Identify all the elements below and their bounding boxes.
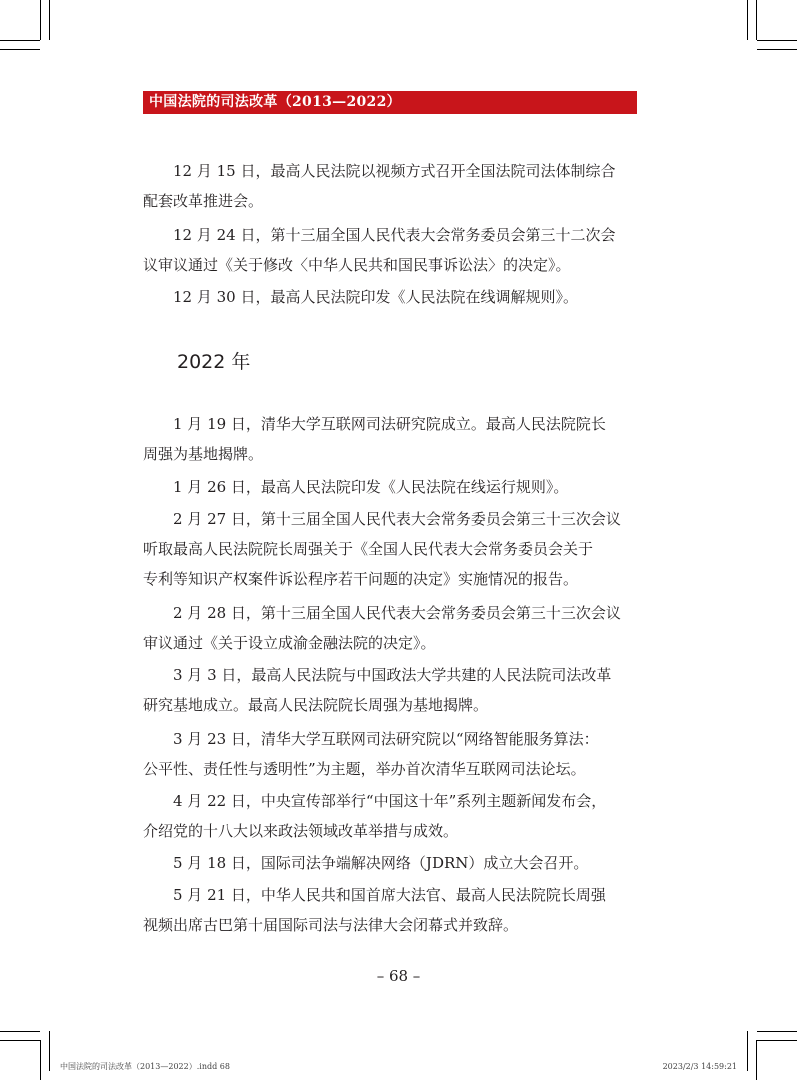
chronicle-entry — [143, 853, 637, 873]
chronicle-entry — [143, 729, 637, 779]
crop-mark — [757, 1040, 797, 1041]
crop-mark — [0, 1040, 40, 1041]
chronicle-entry — [143, 603, 637, 653]
crop-mark — [49, 1031, 50, 1071]
chronicle-entry — [143, 414, 637, 464]
crop-mark — [40, 1040, 41, 1080]
entry-line: 视频出席古巴第十届国际司法与法律大会闭幕式并致辞。 — [143, 916, 519, 934]
crop-mark — [49, 0, 50, 40]
entry-line: 1 月 19 日，清华大学互联网司法研究院成立。最高人民法院院长 — [173, 415, 606, 433]
crop-mark — [747, 0, 748, 40]
crop-mark — [757, 1031, 797, 1032]
entry-line: 研究基地成立。最高人民法院院长周强为基地揭牌。 — [143, 696, 489, 714]
print-slug-filename: 中国法院的司法改革（2013—2022）.indd 68 — [60, 1062, 230, 1071]
crop-mark — [0, 49, 40, 50]
chronicle-entry — [143, 225, 637, 275]
entry-line: 公平性、责任性与透明性”为主题，举办首次清华互联网司法论坛。 — [143, 760, 586, 778]
chronicle-entry — [143, 665, 637, 715]
entry-line: 周强为基地揭牌。 — [143, 445, 264, 463]
crop-mark — [756, 0, 757, 40]
crop-mark — [757, 49, 797, 50]
entry-line: 介绍党的十八大以来政法领域改革举措与成效。 — [143, 822, 459, 840]
print-slug-timestamp: 2023/2/3 14:59:21 — [662, 1062, 737, 1071]
chronicle-entry — [143, 885, 637, 935]
entry-line: 3 月 3 日，最高人民法院与中国政法大学共建的人民法院司法改革 — [173, 666, 612, 684]
entry-line: 2 月 28 日，第十三届全国人民代表大会常务委员会第三十三次会议 — [173, 604, 621, 622]
entry-line: 12 月 24 日，第十三届全国人民代表大会常务委员会第三十二次会 — [173, 226, 616, 244]
chronicle-entry — [143, 161, 637, 211]
entry-line: 专利等知识产权案件诉讼程序若干问题的决定》实施情况的报告。 — [143, 570, 579, 588]
entry-line: 12 月 15 日，最高人民法院以视频方式召开全国法院司法体制综合 — [173, 162, 616, 180]
crop-mark — [757, 40, 797, 41]
crop-mark — [40, 0, 41, 40]
entry-line: 配套改革推进会。 — [143, 192, 264, 210]
crop-mark — [0, 40, 40, 41]
chronicle-entry — [143, 791, 637, 841]
entry-line: 3 月 23 日，清华大学互联网司法研究院以“网络智能服务算法： — [173, 730, 599, 748]
entry-line: 议审议通过《关于修改〈中华人民共和国民事诉讼法〉的决定》。 — [143, 256, 571, 274]
entry-line: 12 月 30 日，最高人民法院印发《人民法院在线调解规则》。 — [173, 288, 578, 306]
year-heading: 2022 年 — [177, 351, 251, 373]
page-number: – 68 – — [376, 967, 421, 985]
entry-line: 1 月 26 日，最高人民法院印发《人民法院在线运行规则》。 — [173, 478, 569, 496]
chronicle-entry — [143, 477, 637, 497]
crop-mark — [0, 1031, 40, 1032]
chronicle-entry — [143, 509, 637, 589]
entry-line: 2 月 27 日，第十三届全国人民代表大会常务委员会第三十三次会议 — [173, 510, 621, 528]
entry-line: 审议通过《关于设立成渝金融法院的决定》。 — [143, 634, 436, 652]
chronicle-entry — [143, 287, 637, 307]
entry-line: 5 月 21 日，中华人民共和国首席大法官、最高人民法院院长周强 — [173, 886, 606, 904]
crop-mark — [747, 1031, 748, 1071]
entry-line: 4 月 22 日，中央宣传部举行“中国这十年”系列主题新闻发布会， — [173, 792, 607, 810]
running-header-title: 中国法院的司法改革（2013—2022） — [149, 94, 401, 110]
entry-line: 听取最高人民法院院长周强关于《全国人民代表大会常务委员会关于 — [143, 540, 594, 558]
entry-line: 5 月 18 日，国际司法争端解决网络（JDRN）成立大会召开。 — [173, 854, 589, 872]
crop-mark — [756, 1040, 757, 1080]
